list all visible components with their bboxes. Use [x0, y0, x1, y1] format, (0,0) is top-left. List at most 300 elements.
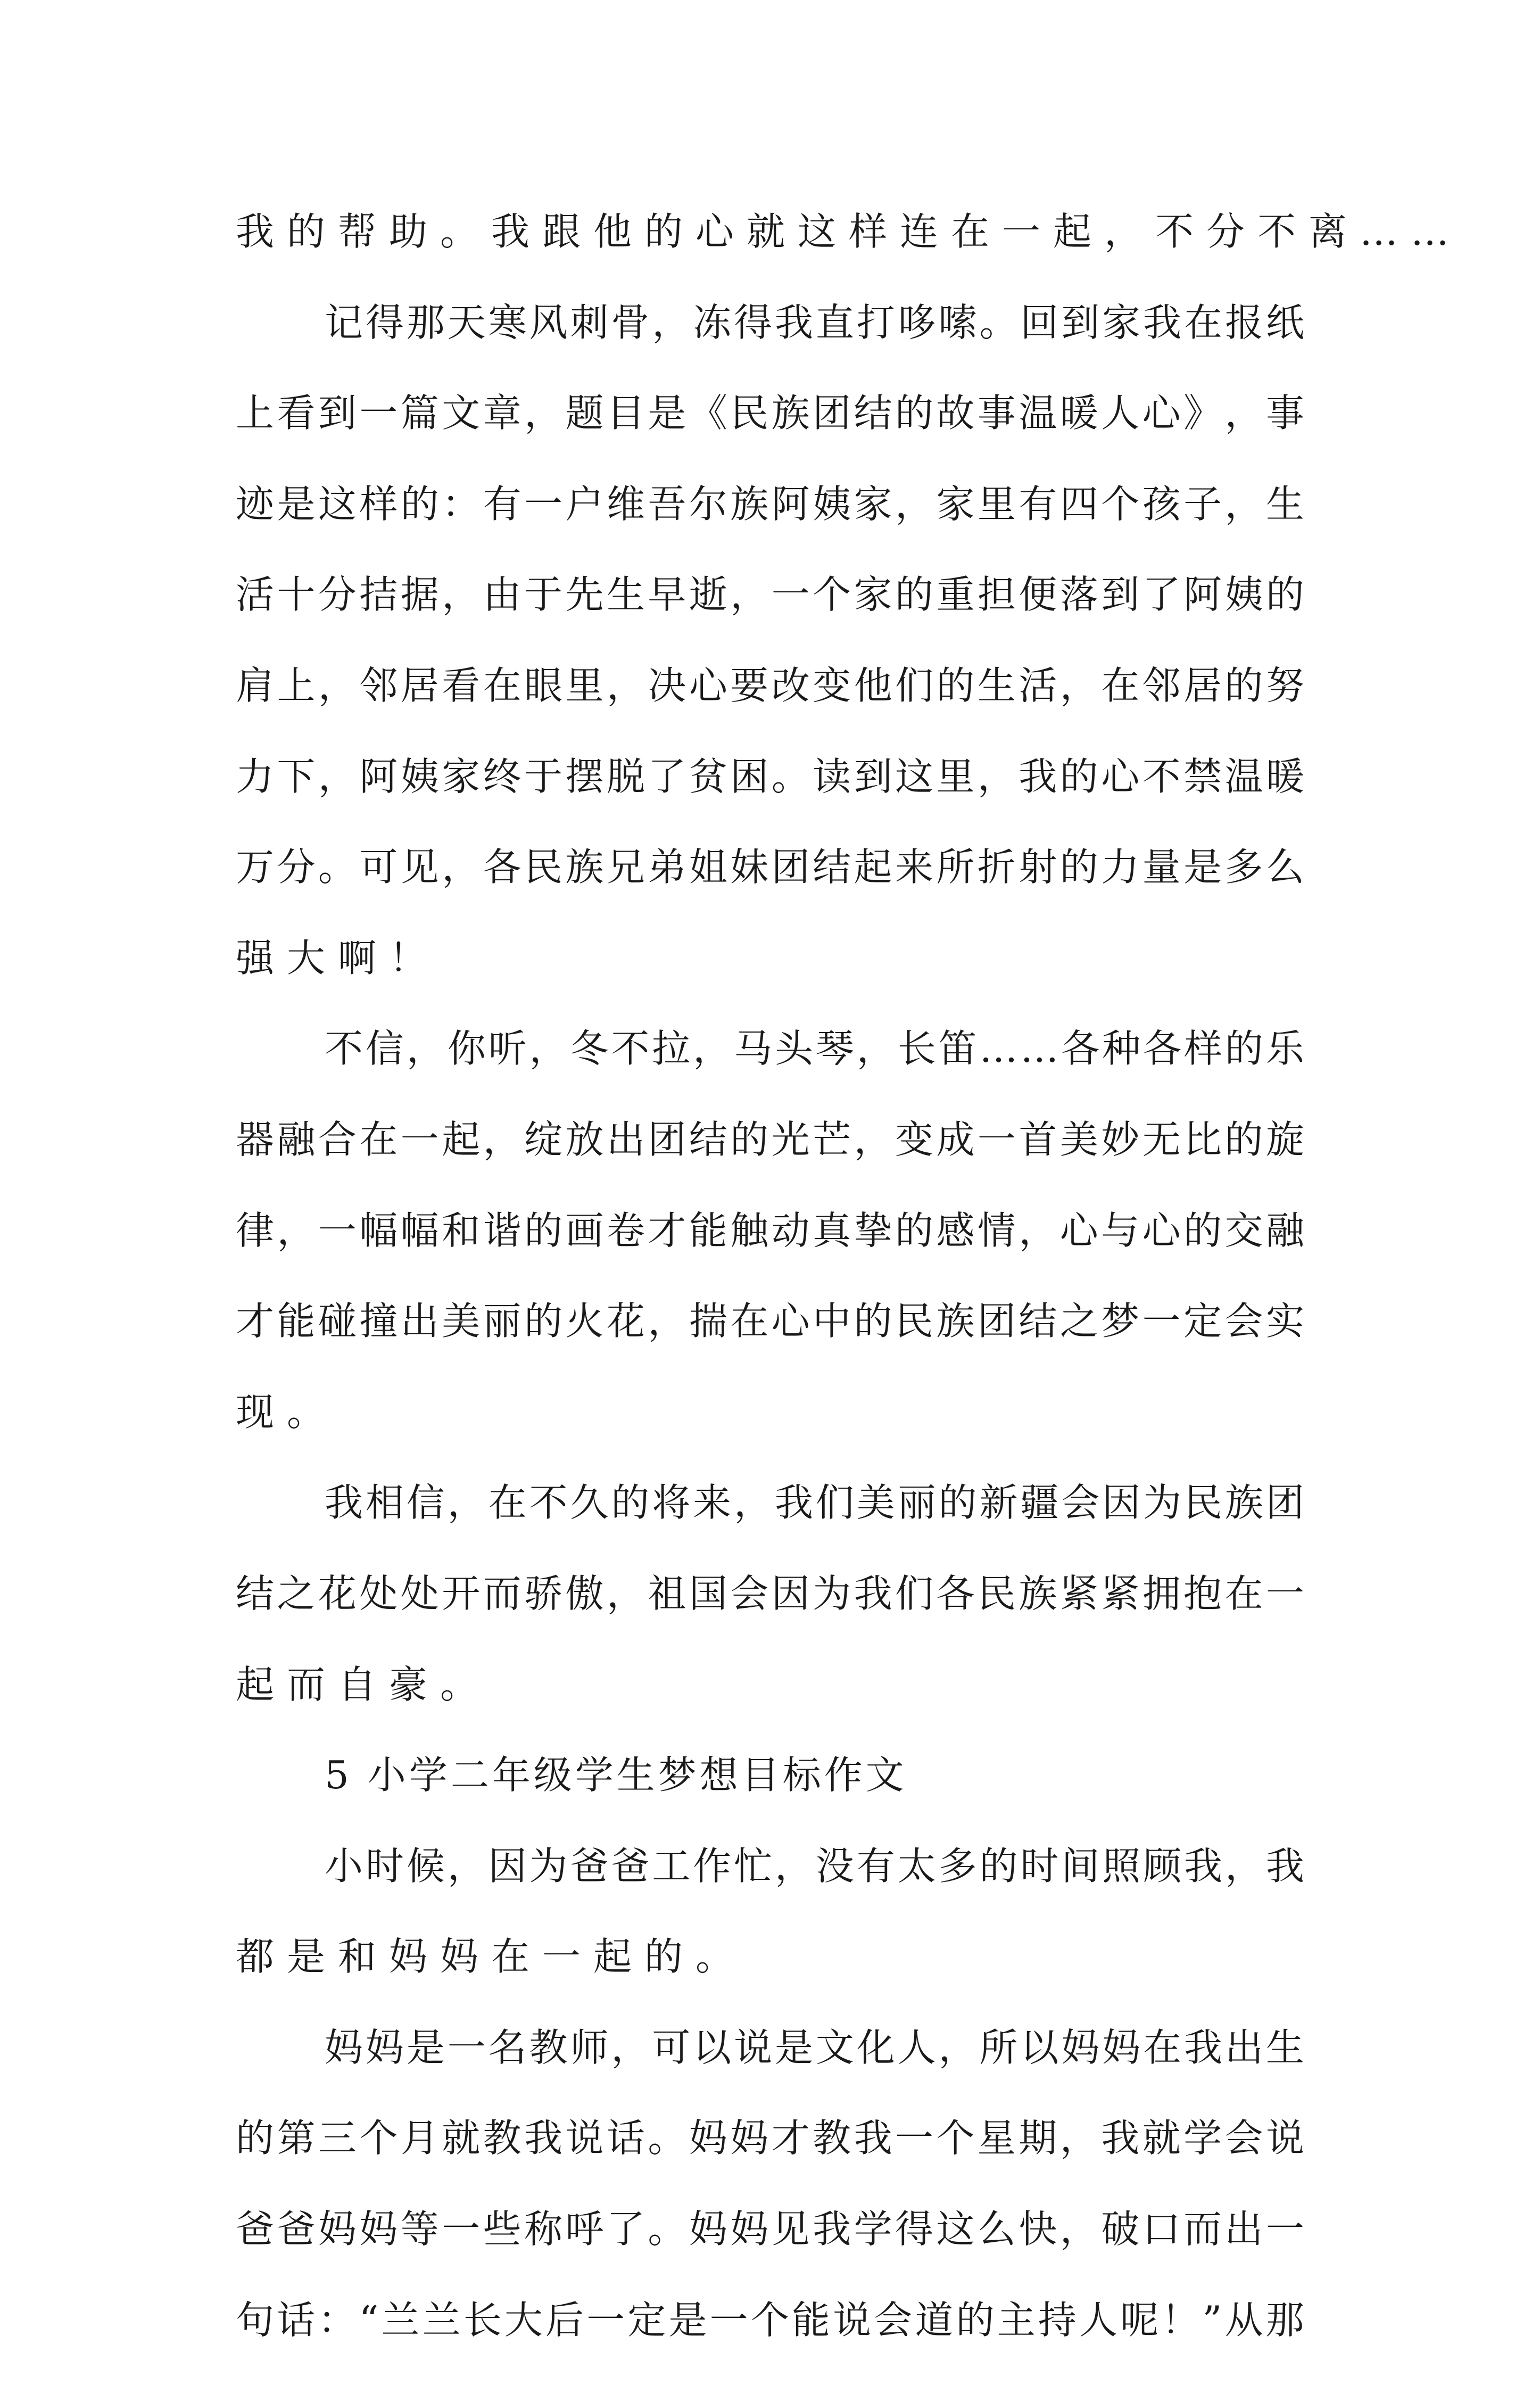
text-char: 持 [1038, 2297, 1077, 2342]
text-char: 心 [1142, 391, 1181, 436]
text-char: 温 [1224, 754, 1263, 799]
text-char: 个 [750, 2297, 789, 2342]
text-char: 我 [1265, 1843, 1304, 1888]
text-char: 器 [236, 1117, 275, 1162]
text-char: 在 [1224, 1571, 1263, 1616]
text-char: 逝 [689, 572, 727, 617]
text-char: 以 [1020, 2025, 1059, 2070]
text-char: 结 [689, 1117, 727, 1162]
text-char: 马 [734, 1026, 773, 1071]
text-char: 说 [565, 2116, 604, 2161]
text-char: 报 [1224, 300, 1263, 345]
text-char: 谐 [483, 1208, 521, 1253]
text-char: 梦 [1101, 1299, 1140, 1344]
text-char: 太 [897, 1843, 936, 1888]
text-char: 到 [1101, 572, 1140, 617]
text-char: ， [895, 481, 934, 526]
text-char: 一 [771, 572, 810, 617]
text-char: 阿 [771, 481, 810, 526]
text-char: 兄 [606, 845, 645, 890]
text-char: 万 [236, 845, 275, 890]
text-char: 的 [854, 1299, 892, 1344]
text-char: 》 [1183, 391, 1222, 436]
text-char: 妈 [365, 2025, 404, 2070]
text-char: 久 [570, 1480, 609, 1525]
text-char: 决 [648, 663, 686, 708]
text-char: 我 [1143, 300, 1182, 345]
text-char: 那 [1265, 2297, 1304, 2342]
text-line [236, 1568, 1304, 1659]
text-char: 见 [771, 2207, 810, 2252]
text-char: 各 [1143, 1026, 1182, 1071]
text-char: 在 [730, 1299, 769, 1344]
text-char: 在 [359, 1117, 398, 1162]
text-char: 个 [359, 2116, 398, 2161]
text-char: 变 [895, 1117, 934, 1162]
text-char: 绽 [524, 1117, 563, 1162]
text-char: 合 [318, 1117, 357, 1162]
text-char: ， [442, 845, 481, 890]
text-char: ， [447, 1480, 486, 1525]
text-char: 才 [236, 1299, 275, 1344]
text-char: 化 [856, 2025, 895, 2070]
text-char: ， [648, 1299, 686, 1344]
text-char: 温 [1019, 391, 1057, 436]
text-char: 阿 [359, 754, 398, 799]
text-char: 出 [1224, 2207, 1263, 2252]
text-char: 风 [529, 300, 568, 345]
text-char: 邻 [359, 663, 398, 708]
text-line [236, 2022, 1304, 2113]
text-char: 活 [236, 572, 275, 617]
text-line [236, 297, 1304, 388]
text-char: 教 [813, 2116, 851, 2161]
text-char: 重 [936, 572, 975, 617]
text-char: 一 [400, 1117, 439, 1162]
text-char: 哆 [897, 300, 936, 345]
text-line [236, 1114, 1304, 1205]
text-char: 四 [1059, 481, 1098, 526]
text-char: 于 [524, 754, 563, 799]
text-char: 月 [400, 2116, 439, 2161]
text-char: 长 [463, 2297, 502, 2342]
text-char: 动 [771, 1208, 810, 1253]
text-char: 家 [854, 481, 892, 526]
text-char: 会 [1061, 1480, 1100, 1525]
text-char: 可 [359, 845, 398, 890]
text-char: ， [318, 754, 357, 799]
text-char: 的 [895, 391, 934, 436]
text-char: 名 [488, 2025, 527, 2070]
text-char: 眼 [524, 663, 563, 708]
text-char: 的 [895, 572, 934, 617]
text-char: 画 [565, 1208, 604, 1253]
text-char: 会 [1224, 2116, 1263, 2161]
text-char: 天 [447, 300, 486, 345]
text-char: 这 [318, 481, 357, 526]
text-char: 小 [325, 1843, 363, 1888]
text-char: 抱 [1183, 1571, 1222, 1616]
text-char: 花 [318, 1571, 357, 1616]
text-char: 的 [730, 1117, 769, 1162]
text-char: 的 [611, 1480, 650, 1525]
text-char: 打 [856, 300, 895, 345]
text-char: 出 [1224, 2025, 1263, 2070]
text-char: 我 [774, 300, 813, 345]
text-char: 一 [447, 2025, 486, 2070]
text-char: “ [359, 2297, 379, 2342]
text-char: 第 [277, 2116, 316, 2161]
text-char: 我 [1019, 754, 1057, 799]
text-char: 首 [1019, 1117, 1057, 1162]
text-char: 多 [1224, 845, 1263, 890]
text-char: 的 [400, 481, 439, 526]
text-char: 所 [936, 845, 975, 890]
text-char: 中 [813, 1299, 851, 1344]
text-char: 里 [936, 754, 975, 799]
text-line [236, 478, 1304, 570]
text-char: 到 [318, 391, 357, 436]
text-char: 才 [648, 1208, 686, 1253]
text-char: 摆 [565, 754, 604, 799]
text-char: 这 [895, 754, 934, 799]
text-char: 话 [606, 2116, 645, 2161]
text-char: 民 [1184, 1480, 1223, 1525]
text-char: 疆 [1020, 1480, 1059, 1525]
text-char: 美 [856, 1480, 895, 1525]
text-char: 和 [442, 1208, 481, 1253]
text-char: 骨 [611, 300, 650, 345]
text-char: 一 [442, 2207, 481, 2252]
text-char: 交 [1224, 1208, 1263, 1253]
text-char: 可 [652, 2025, 691, 2070]
text-char: 力 [236, 754, 275, 799]
text-char: 是 [648, 391, 686, 436]
text-char: 户 [565, 481, 604, 526]
text-char: 家 [1102, 300, 1141, 345]
text-char: 的 [895, 1208, 934, 1253]
text-char: 结 [1019, 1299, 1057, 1344]
text-char: ： [318, 2297, 357, 2342]
text-char: 之 [1059, 1299, 1098, 1344]
text-line [236, 660, 1304, 751]
text-char: 的 [979, 1843, 1018, 1888]
text-char: 我 [854, 1571, 892, 1616]
text-char: 我 [1101, 2116, 1140, 2161]
text-char: 民 [730, 391, 769, 436]
text-char: 族 [565, 845, 604, 890]
text-char: 有 [1019, 481, 1057, 526]
text-char: 为 [813, 1571, 851, 1616]
text-char: 照 [1102, 1843, 1141, 1888]
text-char: 我 [325, 1480, 363, 1525]
text-char: 变 [813, 663, 851, 708]
text-char: 族 [771, 391, 810, 436]
text-char: 族 [1224, 1480, 1263, 1525]
text-char: 拮 [359, 572, 398, 617]
text-char: 实 [1265, 1299, 1304, 1344]
text-char: 出 [606, 1117, 645, 1162]
text-char: 多 [938, 1843, 977, 1888]
text-char: 分 [318, 572, 357, 617]
text-char: 下 [277, 754, 316, 799]
text-char: 放 [565, 1117, 604, 1162]
text-char: 据 [400, 572, 439, 617]
text-char: 才 [771, 2116, 810, 2161]
text-char: 。 [648, 2116, 686, 2161]
text-char: 后 [545, 2297, 584, 2342]
text-char: 我 [1184, 2025, 1223, 2070]
text-char: 长 [897, 1026, 936, 1071]
text-char: 是 [668, 2297, 707, 2342]
text-char: ， [938, 2025, 977, 2070]
text-line [236, 2204, 1304, 2295]
text-char: 事 [1265, 391, 1304, 436]
text-char: 时 [365, 1843, 404, 1888]
text-char: 我 [854, 2116, 892, 2161]
text-char: … [1020, 1026, 1059, 1071]
text-char: 在 [1143, 2025, 1182, 2070]
text-char: 暖 [1265, 754, 1304, 799]
text-char: 卷 [606, 1208, 645, 1253]
text-char: 们 [895, 1571, 934, 1616]
text-char: 的 [1224, 1026, 1263, 1071]
text-char: 乐 [1265, 1026, 1304, 1071]
text-char: 师 [570, 2025, 609, 2070]
text-char: 到 [854, 754, 892, 799]
text-char: 射 [1019, 845, 1057, 890]
text-char: ， [406, 1026, 445, 1071]
text-char: 丽 [897, 1480, 936, 1525]
text-char: 感 [936, 1208, 975, 1253]
text-char: 记 [325, 300, 363, 345]
text-char: 定 [1183, 1299, 1222, 1344]
text-char: 禁 [1183, 754, 1222, 799]
text-char: 而 [1183, 2207, 1222, 2252]
text-char: 么 [977, 2207, 1016, 2252]
text-char: 会 [1224, 1299, 1263, 1344]
text-line [236, 2295, 1304, 2385]
text-char: 触 [730, 1208, 769, 1253]
text-char: 因 [771, 1571, 810, 1616]
text-char: 生 [606, 572, 645, 617]
body-text [236, 206, 1462, 2385]
text-char: 作 [693, 1843, 732, 1888]
text-char: 分 [277, 845, 316, 890]
text-char: 忙 [734, 1843, 773, 1888]
text-char: 落 [1059, 572, 1098, 617]
text-char: 为 [1143, 1480, 1182, 1525]
text-char: 能 [791, 2297, 830, 2342]
text-char: ， [318, 663, 357, 708]
text-char: 融 [277, 1117, 316, 1162]
text-char: 。 [648, 2207, 686, 2252]
text-char: 国 [689, 1571, 727, 1616]
text-char: 会 [874, 2297, 913, 2342]
text-line: 强大啊！ [236, 935, 441, 980]
text-char: 人 [1101, 391, 1140, 436]
text-char: 尔 [689, 481, 727, 526]
text-char: 妹 [730, 845, 769, 890]
text-char: ， [977, 754, 1016, 799]
text-char: 开 [442, 1571, 481, 1616]
text-char: 到 [1061, 300, 1100, 345]
text-char: 结 [236, 1571, 275, 1616]
text-char: 从 [1224, 2297, 1263, 2342]
text-line: 起而自豪。 [236, 1662, 492, 1707]
text-char: 信 [365, 1026, 404, 1071]
text-char: 呼 [565, 2207, 604, 2252]
text-char: 说 [1265, 2116, 1304, 2161]
text-char: 担 [977, 572, 1016, 617]
text-char: 拉 [652, 1026, 691, 1071]
text-char: 民 [977, 1571, 1016, 1616]
text-char: 的 [236, 2116, 275, 2161]
text-char: ， [1224, 481, 1263, 526]
text-char: 我 [813, 2207, 851, 2252]
text-char: 人 [1079, 2297, 1118, 2342]
text-char: 美 [1059, 1117, 1098, 1162]
text-char: 学 [854, 2207, 892, 2252]
text-line [236, 2112, 1304, 2204]
text-char: ， [774, 1843, 813, 1888]
text-char: 有 [856, 1843, 895, 1888]
text-char: 量 [1142, 845, 1181, 890]
text-char: 一 [586, 2297, 625, 2342]
text-char: 的 [524, 1299, 563, 1344]
text-char: 看 [442, 663, 481, 708]
text-char: 紧 [1059, 1571, 1098, 1616]
text-char: 妈 [730, 2207, 769, 2252]
text-char: 迹 [236, 481, 275, 526]
text-char: 处 [359, 1571, 398, 1616]
text-char: 妈 [689, 2207, 727, 2252]
text-char: ， [1059, 663, 1098, 708]
text-char: ， [483, 1117, 521, 1162]
text-char: 因 [488, 1843, 527, 1888]
text-char: 能 [277, 1299, 316, 1344]
text-char: 的 [1059, 754, 1098, 799]
text-char: ， [447, 1843, 486, 1888]
text-char: 家 [442, 754, 481, 799]
text-char: ， [854, 1117, 892, 1162]
text-char: 纸 [1265, 300, 1304, 345]
text-line [236, 1295, 1304, 1387]
text-char: 力 [1101, 845, 1140, 890]
text-char: 个 [813, 572, 851, 617]
text-char: 。 [979, 300, 1018, 345]
text-char: 揣 [689, 1299, 727, 1344]
text-char: 事 [977, 391, 1016, 436]
text-char: 篇 [400, 391, 439, 436]
text-char: ， [693, 1026, 732, 1071]
text-char: 在 [483, 663, 521, 708]
text-char: 要 [730, 663, 769, 708]
section-heading: 5 小学二年级学生梦想目标作文 [325, 1753, 907, 1798]
text-char: 文 [442, 391, 481, 436]
text-char: 的 [1183, 1208, 1222, 1253]
text-char: 新 [979, 1480, 1018, 1525]
text-char: 是 [774, 2025, 813, 2070]
text-char: 时 [1020, 1843, 1059, 1888]
text-char: 了 [648, 754, 686, 799]
text-char: 所 [979, 2025, 1018, 2070]
text-char: 题 [565, 391, 604, 436]
text-char: 处 [400, 1571, 439, 1616]
text-char: 个 [936, 2116, 975, 2161]
text-char: 姨 [400, 754, 439, 799]
text-char: 冻 [693, 300, 732, 345]
text-char: 句 [236, 2297, 275, 2342]
text-char: 上 [236, 391, 275, 436]
text-char: 一 [1265, 2207, 1304, 2252]
text-char: 撞 [359, 1299, 398, 1344]
text-char: 看 [277, 391, 316, 436]
text-char: 了 [606, 2207, 645, 2252]
text-char: 在 [1184, 300, 1223, 345]
text-char: 先 [565, 572, 604, 617]
text-char: 妈 [730, 2116, 769, 2161]
text-char: ， [1224, 391, 1263, 436]
text-char: 他 [854, 663, 892, 708]
text-char: 骄 [524, 1571, 563, 1616]
text-char: ， [734, 1480, 773, 1525]
text-char: 爸 [611, 1843, 650, 1888]
text-char: 各 [483, 845, 521, 890]
text-char: 爸 [236, 2207, 275, 2252]
text-char: ， [529, 1026, 568, 1071]
text-char: ， [277, 1208, 316, 1253]
text-char: 我 [774, 1480, 813, 1525]
text-char: 里 [977, 481, 1016, 526]
text-char: 教 [529, 2025, 568, 2070]
text-char: 姨 [813, 481, 851, 526]
text-char: 心 [1059, 1208, 1098, 1253]
text-char: 妙 [1101, 1117, 1140, 1162]
text-char: 《 [689, 391, 727, 436]
text-char: 不 [611, 1026, 650, 1071]
text-char: 一 [524, 481, 563, 526]
text-char: 爸 [277, 2207, 316, 2252]
text-char: 姐 [689, 845, 727, 890]
text-line [236, 387, 1304, 478]
text-char: 主 [997, 2297, 1036, 2342]
text-line: 都是和妈妈在一起的。 [236, 1934, 747, 1979]
text-char: 三 [318, 2116, 357, 2161]
text-char: 孩 [1142, 481, 1181, 526]
text-char: 有 [483, 481, 521, 526]
text-char: 为 [529, 1843, 568, 1888]
text-char: 见 [400, 845, 439, 890]
text-char: 个 [1101, 481, 1140, 526]
text-char: 居 [1183, 663, 1222, 708]
text-char: 破 [1101, 2207, 1140, 2252]
text-char: 说 [833, 2297, 872, 2342]
text-char: 情 [977, 1208, 1016, 1253]
text-char: 吾 [648, 481, 686, 526]
text-line [236, 1841, 1304, 1932]
text-char: 一 [1142, 1299, 1181, 1344]
text-char: 星 [977, 2116, 1016, 2161]
text-char: 顾 [1143, 1843, 1182, 1888]
text-char: 工 [652, 1843, 691, 1888]
text-char: 上 [277, 663, 316, 708]
text-char: ， [1059, 2116, 1098, 2161]
text-char: 在 [1101, 663, 1140, 708]
text-char: 因 [1102, 1480, 1141, 1525]
text-char: 族 [1019, 1571, 1057, 1616]
text-char: 阿 [1183, 572, 1222, 617]
